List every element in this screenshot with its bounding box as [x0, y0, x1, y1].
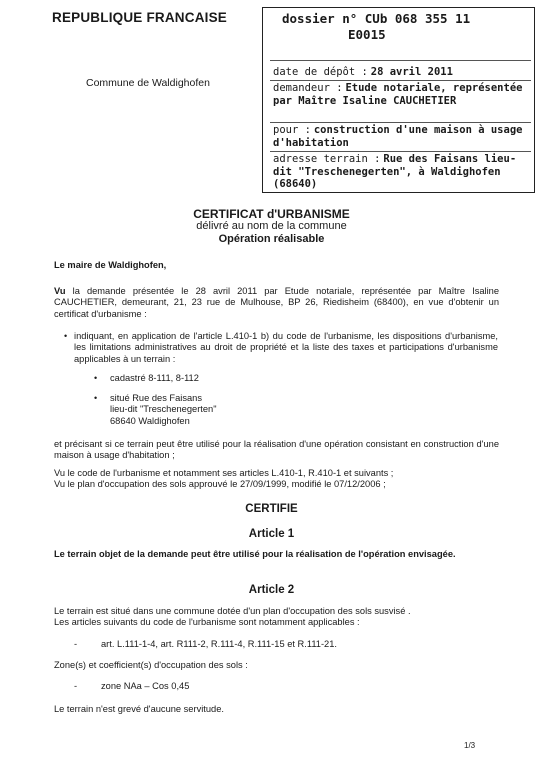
- pour: [273, 124, 533, 149]
- demandeur-value: Etude notariale, représentée par Maître Isaline CAUCHETIER: [273, 82, 523, 107]
- adresse-value: Rue des Faisans lieu-dit "Treschenegerten", à Waldighofen (68640): [273, 153, 517, 190]
- demandeur: [273, 82, 533, 107]
- pour-label: pour :: [273, 124, 311, 136]
- dash-marker: -: [74, 639, 78, 649]
- vu-demande-paragraph: [54, 286, 499, 320]
- applicable-articles: art. L.111-1-4, art. R111-2, R.111-4, R.111-15 et R.111-21.: [101, 639, 337, 649]
- commune-name: Commune de Waldighofen: [86, 77, 210, 89]
- article-2-line: Les articles suivants du code de l'urbanisme sont notamment applicables :: [54, 617, 360, 628]
- date-depot: [273, 66, 533, 79]
- pour-value: construction d'une maison à usage d'habitation: [273, 124, 523, 149]
- zone-intro: Zone(s) et coefficient(s) d'occupation des sols :: [54, 660, 248, 670]
- page-number: 1/3: [464, 741, 476, 750]
- dossier-divider: [270, 60, 531, 61]
- article-2-title: Article 2: [248, 584, 295, 596]
- bullet-icon: •: [94, 393, 98, 403]
- certifie-heading: CERTIFIE: [245, 503, 298, 515]
- vu-text: la demande présentée le 28 avril 2011 par Etude notariale, représentée par Maître Isaline CAUCHETIER, demeurant, 21, 23 rue de Mulhouse, BP 26, Riedisheim (68400), en vue d'obtenir un certificat d'urbanisme :: [54, 286, 499, 319]
- date-value: 28 avril 2011: [370, 66, 453, 78]
- bullet-icon: •: [64, 331, 68, 341]
- republic-heading: REPUBLIQUE FRANCAISE: [52, 10, 228, 25]
- vu-label: Vu: [54, 286, 66, 296]
- date-label: date de dépôt :: [273, 66, 368, 78]
- dash-marker: -: [74, 681, 78, 691]
- adresse-label: adresse terrain :: [273, 153, 381, 165]
- dossier-divider: [270, 80, 531, 81]
- adresse-terrain: [273, 153, 533, 191]
- address-line: 68640 Waldighofen: [110, 415, 190, 426]
- bullet-icon: •: [94, 373, 98, 383]
- vu-references: [54, 468, 504, 491]
- terrain-address: [110, 393, 360, 427]
- zone-value: zone NAa – Cos 0,45: [101, 681, 190, 691]
- vu-plan-line: Vu le plan d'occupation des sols approuvé le 27/09/1999, modifié le 07/12/2006 ;: [54, 479, 386, 490]
- article-2-text: [54, 606, 504, 629]
- indiquant-paragraph: indiquant, en application de l'article L.410-1 b) du code de l'urbanisme, les dispositions d'urbanisme, les limitations administratives au droit de propriété et la liste des taxes et participations d'urbanisme applicables à un terrain :: [74, 331, 498, 364]
- dossier-suffix: E0015: [348, 27, 386, 42]
- article-1-text: Le terrain objet de la demande peut être utilisé pour la réalisation de l'opération envisagée.: [54, 549, 456, 559]
- article-2-line: Le terrain est situé dans une commune dotée d'un plan d'occupation des sols susvisé .: [54, 606, 411, 616]
- dossier-divider: [270, 122, 531, 123]
- address-line: lieu-dit "Treschenegerten": [110, 404, 217, 415]
- address-line: situé Rue des Faisans: [110, 393, 202, 403]
- demandeur-label: demandeur :: [273, 82, 343, 94]
- cadastre-reference: cadastré 8-111, 8-112: [110, 373, 199, 383]
- certificate-title: CERTIFICAT d'URBANISME: [193, 207, 350, 221]
- servitude-text: Le terrain n'est grevé d'aucune servitude.: [54, 704, 224, 714]
- certificate-subtitle: délivré au nom de la commune: [196, 220, 347, 232]
- dossier-number: dossier n° CUb 068 355 11: [282, 11, 471, 26]
- vu-code-line: Vu le code de l'urbanisme et notamment ses articles L.410-1, R.410-1 et suivants ;: [54, 468, 394, 478]
- operation-status: Opération réalisable: [218, 233, 325, 245]
- article-1-title: Article 1: [248, 528, 295, 540]
- dossier-divider: [270, 151, 531, 152]
- maire-heading: Le maire de Waldighofen,: [54, 260, 167, 270]
- precisant-paragraph: et précisant si ce terrain peut être utilisé pour la réalisation d'une opération consistant en construction d'une maison à usage d'habitation ;: [54, 439, 499, 461]
